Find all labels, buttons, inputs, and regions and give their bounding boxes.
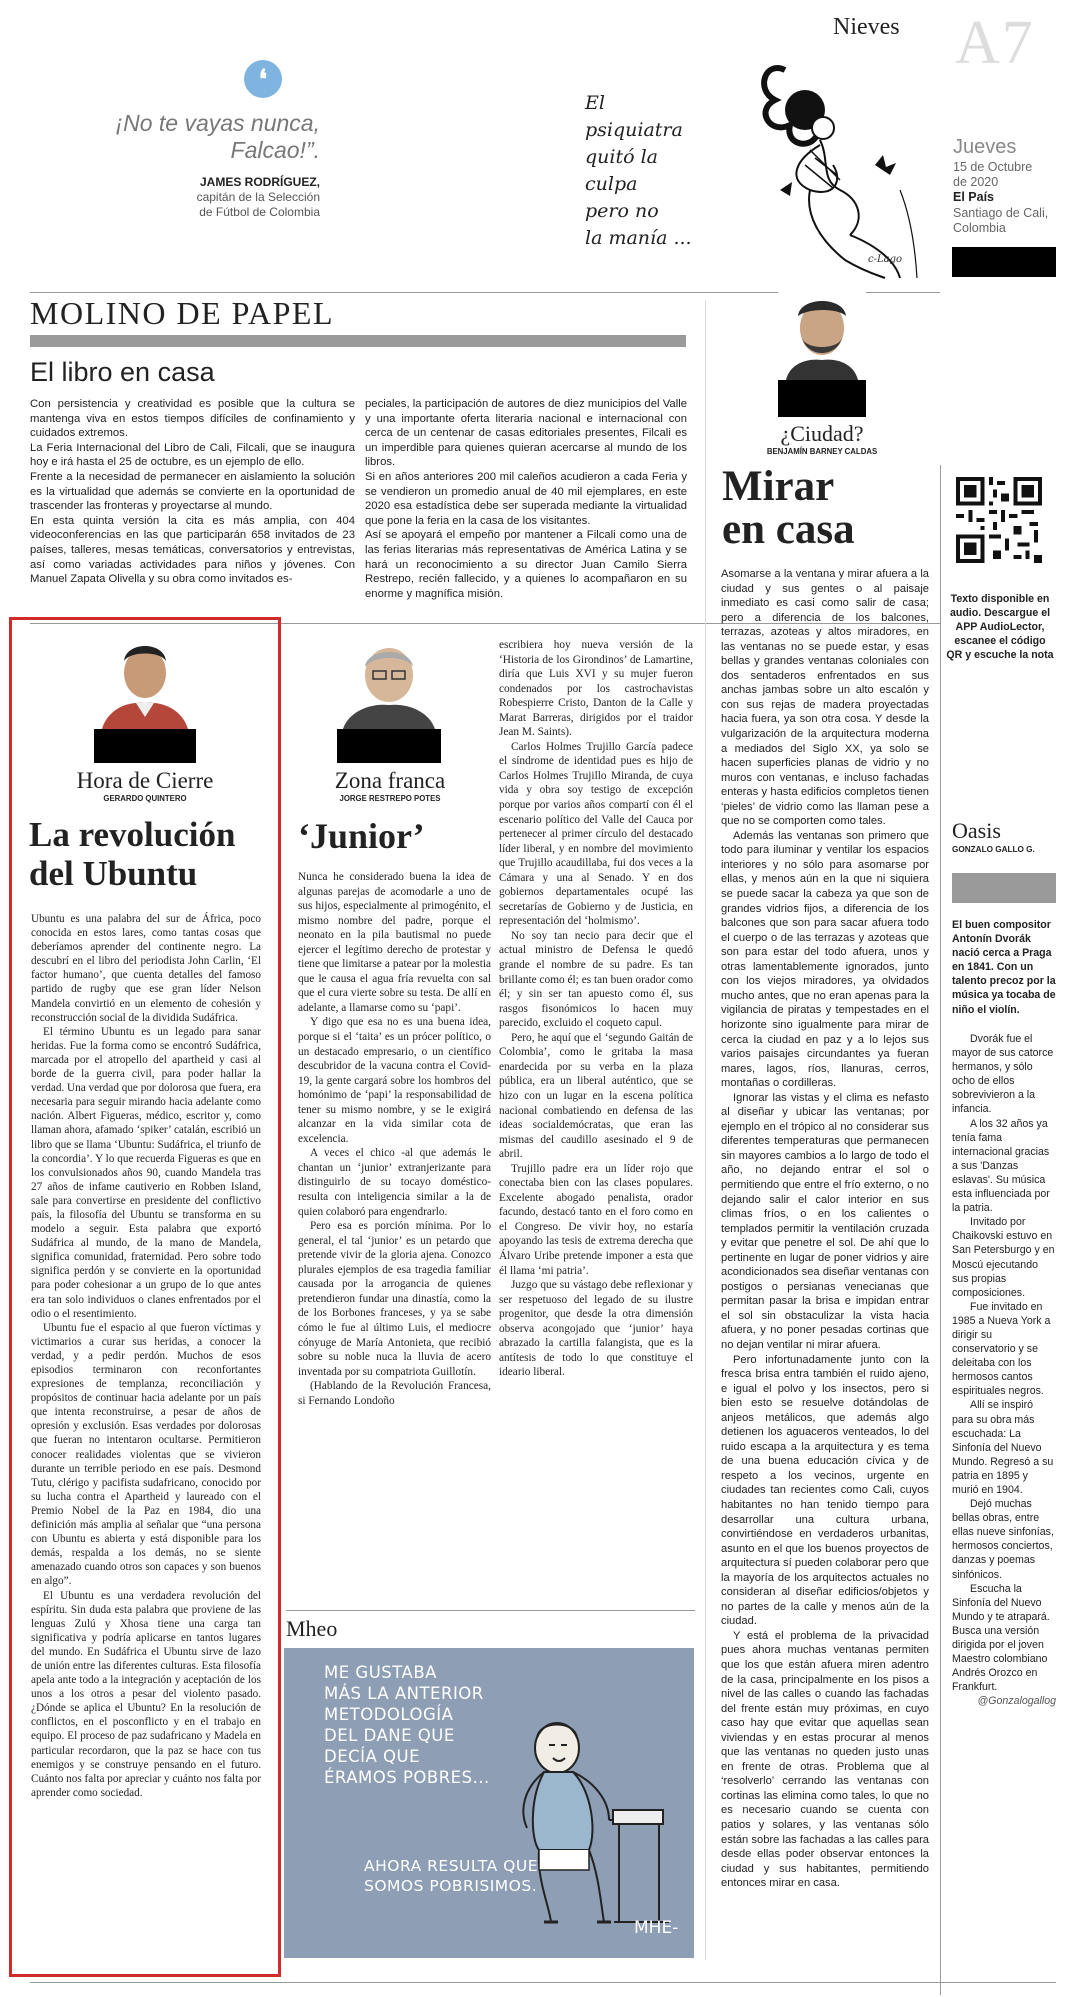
- oasis-bar: [952, 873, 1056, 903]
- molino-paragraph: Frente a la necesidad de permanecer en aislamiento la solución es la virtualidad que además se convierte en la oportunidad de trascender las fronteras y proyectarse al mundo.: [30, 470, 355, 513]
- hora-paragraph: El Ubuntu es una verdadera revolución del espíritu. Sin duda esta palabra que proviene de las lenguas Zulú y Xhosa tiene una carga tan significativa y podría aplicarse en tantos lugares del mundo. En Sudáfrica el Ubuntu sirve de lazo de unión entre las diferentes culturas. Esta filosofía apela ante todo a la integración y aceptación de los unos a los otros a pesar del violento pasado. ¿Dónde se aplica el Ubuntu? En la resolución de conflictos, en el posconflicto y en el trabajo en equipo. El proceso de paz sudafricano y Madela en particular recordaron, que la paz se hace con tus enemigos y se construye pensando en el futuro. Cuánto nos falta por apreciar y cuánto nos falta por aprender como sociedad.: [31, 1589, 261, 1799]
- hora-title-line2: del Ubuntu: [29, 854, 198, 893]
- columnist-black-bar: [778, 380, 866, 417]
- oasis-body: [952, 1032, 1056, 1709]
- molino-paragraph: Con persistencia y creatividad es posible que la cultura se mantenga viva en estos tiempos difíciles de confinamiento y cuidados extremos.: [30, 398, 355, 440]
- mheo-text-line: AHORA RESULTA QUE: [364, 1857, 539, 1875]
- mheo-bottom-text: [364, 1856, 538, 1896]
- zona-paragraph: escribiera hoy nueva versión de la ‘Historia de los Girondinos’ de Lamartine, diría que Luis XVI y su mujer fueron condenados por los castrochavistas Robespierre Cristo, Danton de la Calle y Marat Barreras, dirigidos por el traidor Jean M. Saints).: [499, 639, 693, 739]
- hora-paragraph: Ubuntu es una palabra del sur de África, poco conocida en estos lares, como tantas cosas que deberíamos aprender del continente negro. La descubrí en el libro del periodista John Carlin, ‘El factor humano’, que cuenta detalles del famoso partido de rugby que ese gran líder Nelson Mandela convirtió en un elemento de cohesión y reconstrucción social de la dividida Sudáfrica.: [31, 913, 261, 1024]
- ciudad-title-line1: Mirar: [722, 463, 835, 510]
- quote-author: JAMES RODRÍGUEZ,: [199, 175, 320, 189]
- columnist-black-bar: [94, 729, 196, 763]
- ciudad-column-name: ¿Ciudad?: [780, 421, 864, 446]
- column-divider: [705, 300, 706, 1960]
- column-divider: [940, 465, 941, 1995]
- mheo-text-line: MÁS LA ANTERIOR: [324, 1684, 484, 1703]
- mheo-figure-drawing: [509, 1710, 689, 1930]
- ciudad-paragraph: Y está el problema de la privacidad pues ahora muchas ventanas permiten que los que están afuera miren adentro de la casa, principalmente en los pisos a nivel de las calles o cuando las fachadas del frente están muy próximas, en cuyo caso hay que evitar que aquellas sean viviendas y en estas procurar al menos que las ventanas no queden justo unas en frente de otras. Problema que al ‘resolverlo’ cerrando las ventanas con cortinas las elimina como tales, lo que no es necesario cuando se cuenta con patios y solares, y las ventanas sólo están sobre las fachadas a las calles para desde ellas poder observar entonces la ciudad y sus habitantes, permitiendo entonces mirar en casa.: [721, 1629, 929, 1890]
- ciudad-paragraph: Asomarse a la ventana y mirar afuera a la ciudad y sus gentes o al paisaje inmediato es casi como salir de casa; pero a diferencia de los balcones, terrazas, azoteas y altos miradores, en las ventanas no se puede estar, y esas bellas y grandes ventanas coloniales con dos sentaderos enfrentados en sus anchas jambas sobre un alto escalón y con sus rejas de madera proyectadas hacia fuera, ya son otra cosa. Y desde la vulgarización de la arquitectura moderna a mediados del Siglo XX, ya solo se hacen superficies planas de vidrio y no muros con ventanas, e incluso fachadas enteras y hasta edificios completos tienen ‘pieles’ de vidrio como las llaman pese a que no se comporten como tales.: [721, 568, 929, 828]
- cartoon-line: psiquiatra: [585, 119, 683, 141]
- columnist-black-bar: [337, 729, 441, 763]
- oasis-paragraph: Dvorák fue el mayor de sus catorce hermanos, y sólo ocho de ellos sobrevivieron a la infancia.: [952, 1033, 1054, 1116]
- molino-paragraph: Así se apoyará el empeño por mantener a Filcali como una de las ferias literarias más representativas de América Latina y se hará un reconocimiento a su director Juan Camilo Sierra Restrepo, recién fallecido, y a quienes lo acompañaron en su enorme y magnífica misión.: [365, 529, 687, 600]
- quote-line2: Falcao!”.: [230, 137, 320, 163]
- oasis-paragraph: Allí se inspiró para su obra más escuchada: La Sinfonía del Nuevo Mundo. Regresó a su patria en 1895 y murió en 1904.: [952, 1399, 1054, 1496]
- columnist-photo-restrepo: [337, 629, 441, 729]
- oasis-author: GONZALO GALLO G.: [952, 845, 1035, 854]
- oasis-paragraph: Fue invitado en 1985 a Nueva York a dirigir su conservatorio y se deleitaba con los hermosos cantos espirituales negros.: [952, 1300, 1051, 1398]
- masthead-country: Colombia: [953, 221, 1006, 235]
- oasis-lead: El buen compositor Antonín Dvorák nació cerca a Praga en 1841. Con un talento precoz por la música ya tocaba de niño el violín.: [952, 919, 1056, 1016]
- oasis-paragraph: Escucha la Sinfonía del Nuevo Mundo y te atrapará. Busca una versión dirigida por el joven Maestro colombiano Andrés Orozco en Frankfurt.: [952, 1582, 1050, 1694]
- ciudad-body: [721, 567, 929, 1891]
- hora-paragraph: El término Ubuntu es un legado para sanar heridas. Fue la forma como se encontró Sudáfrica, marcada por el atropello del apartheid y casi al borde de la guerra civil, para poder hallar la verdad. Una verdad que por dolorosa que fuera, era necesaria para seguir mirando hacia adelante como nación. Albert Figueras, médico, escritor y, como llaman ahora, afamado ‘spiker’ catalán, escribió un libro que se llama ‘Ubuntu: Sudáfrica, el triunfo de la concordia’. Y lo que recuerda Figueras es que en los convulsionados años 90, cuando Mandela tras 27 años de infame cautiverio en Robben Island, sale para convertirse en presidente del conflictivo país, la filosofía del Ubuntu se transforma en su modelo a seguir. Esta palabra que exportó Sudáfrica al mundo, de la mano de Mandela, significa comunidad, fraternidad. Pero sobre todo significa perdón y se convierte en la oportunidad para poder cohesionar a un grupo de lo que antes era tan solo individuos o clanes enfrentados por el odio o el resentimiento.: [31, 1025, 261, 1320]
- molino-kicker: MOLINO DE PAPEL: [30, 295, 334, 331]
- masthead-date: 15 de Octubre: [953, 160, 1033, 174]
- molino-col2: [365, 397, 687, 601]
- mheo-text-line: METODOLOGÍA: [324, 1705, 454, 1724]
- mheo-top-text: [324, 1662, 490, 1788]
- hora-paragraph: Ubuntu fue el espacio al que fueron víctimas y victimarios a curar sus heridas, a conocer la verdad, y a pedir perdón. Muchos de esos episodios terminaron con reconfortantes expresiones de templanza, reconciliación y propósitos de continuar hacia adelante por un país que intenta reconstruirse, a pesar de años de opresión y exclusión. Esas verdades por dolorosas que fueran no intentaron ocultarse. Permitieron conocer realidades violentas que se vivieron durante un terrible periodo en ese país. Desmond Tutu, clérigo y pacifista sudafricano, conocido por su lucha contra el Apartheid y laureado con el Premio Nobel de la Paz en 1984, dio una definición más amplia al señalar que “una persona con Ubuntu es abierta y está disponible para los demás, respalda a los demás, no se siente amenazado cuando otros son capaces y son buenos en algo”.: [31, 1321, 261, 1588]
- zona-paragraph: Juzgo que su vástago debe reflexionar y ser respetuoso del legado de su ilustre progenitor, que desde la otra dimensión observa acongojado que ‘junior’ haya abrazado la cartilla falangista, que es la antítesis de todo lo que constituye el ideario liberal.: [499, 1279, 693, 1379]
- hora-title: [29, 815, 269, 893]
- oasis-handle: @Gonzalogallog: [977, 1695, 1056, 1708]
- cartoon-figure-drawing: [725, 40, 940, 280]
- mheo-cartoon: [284, 1648, 694, 1958]
- zona-paragraph: Pero, he aquí que el ‘segundo Gaitán de Colombia’, como le gritaba la masa enardecida por su verba en la plaza pública, era un liberal auténtico, que se hizo con un lugar en la escena política nacional combatiendo en defensa de las ideas socialdemócratas, que eran las mismas del caudillo asesinado el 9 de abril.: [499, 1031, 693, 1161]
- mheo-text-line: DEL DANE QUE: [324, 1726, 455, 1745]
- molino-paragraph: En esta quinta versión la cita es más amplia, con 404 videoconferencias en las que participarán 658 invitados de 23 países, talleres, mesas temáticas, conversatorios y entrevistas, así como variadas actividades para niños y jóvenes. Con Manuel Zapata Olivella y su obra como invitados es-: [30, 514, 355, 586]
- molino-bar: [30, 335, 686, 347]
- molino-col1: [30, 397, 355, 587]
- ciudad-author: BENJAMÍN BARNEY CALDAS: [766, 447, 878, 456]
- ciudad-paragraph: Además las ventanas son primero que todo para iluminar y ventilar los espacios interiores y no sólo para asomarse por ellas, y menos aún en la que ni siquiera se puede sacar la cabeza ya que son de grandes vidrios fijos, a diferencia de los balcones que son para sacar afuera todo el cuerpo o de las terrazas y azoteas que son para estar del todo afuera, unos y otras lamentablemente ignorados, junto con los viejos miradores, ya olvidados mucho antes, que no eran apenas para la vigilancia de piratas y tempestades en el horizonte sino igualmente para mirar de cerca la ciudad en paz y a lo lejos sus varios paisajes circundantes ya fueran mares, lagos, ríos, llanuras, cerros, montañas o cordilleras.: [721, 829, 929, 1090]
- zona-paragraph: Carlos Holmes Trujillo García padece el síndrome de identidad pues es hijo de Carlos Holmes Trujillo Miranda, de cuya vida y obra soy testigo de excepción porque por varios años compartí con él el escenario político del Valle del Cauca por pertenecer al primer círculo del destacado líder liberal, y en nombre del movimiento que Trujillo acaudillaba, fui dos veces a la Cámara y una al Senado. Y en dos gobiernos departamentales ocupé las secretarías de Gobierno y de Justicia, en representación del ‘holmismo’.: [499, 740, 693, 928]
- hora-column-name: Hora de Cierre: [76, 768, 214, 793]
- zona-col2: [499, 638, 693, 1380]
- columnist-photo-quintero: [94, 629, 196, 729]
- mheo-text-line: ÉRAMOS POBRES...: [324, 1768, 490, 1787]
- quote-role2: de Fútbol de Colombia: [199, 205, 320, 219]
- section-name: Nieves: [833, 14, 900, 40]
- zona-author: JORGE RESTREPO POTES: [339, 794, 441, 803]
- molino-title: El libro en casa: [30, 357, 215, 387]
- cartoon-line: la manía ...: [585, 227, 692, 249]
- quote-role1: capitán de la Selección: [196, 190, 320, 204]
- oasis-paragraph: A los 32 años ya tenía fama internacional gracias a sus 'Danzas eslavas'. Su música esta influenciada por la patria.: [952, 1117, 1050, 1215]
- molino-paragraph: peciales, la participación de autores de diez municipios del Valle y una importante oferta literaria nacional e internacional con cerca de un centenar de casas editoriales presentes, Filcali es un imperdible para quienes quieran acercarse al mundo de los libros.: [365, 398, 687, 469]
- oasis-paragraph: Invitado por Chaikovski estuvo en San Petersburgo y en Moscú ejecutando sus propias composiciones.: [952, 1216, 1055, 1299]
- quote-attribution: [70, 175, 320, 220]
- zona-paragraph: Pero esa es porción mínima. Por lo general, el tal ‘junior’ es un petardo que pretende vivir de la gloria ajena. Conozco plurales ejemplos de esa tragedia familiar causada por la arrogancia de quienes pretendieron fundar una dinastía, como la de los Borbones franceses, y ya se sabe cómo le fue al último Luis, el mediocre cónyuge de María Antonieta, que recibió sobre su noble nuca la lluvia de acero inventada por su compatriota Guillotín.: [298, 1220, 491, 1378]
- zona-paragraph: A veces el chico -al que además le chantan un ‘junior’ extranjerizante para distinguirlo de su tocayo doméstico- resulta con inteligencia similar a la de quien colaboró para engendrarlo.: [298, 1147, 491, 1218]
- audio-note: Texto disponible en audio. Descargue el APP AudioLector, escanee el código QR y escuche la nota: [946, 593, 1054, 661]
- mheo-text-line: SOMOS POBRISIMOS.: [364, 1877, 538, 1895]
- zona-title: ‘Junior’: [298, 816, 425, 856]
- hora-body: [31, 912, 261, 1800]
- ciudad-paragraph: Ignorar las vistas y el clima es nefasto al diseñar y ubicar las ventanas; por ejemplo en el trópico al no considerar sus diferentes temperaturas que permanecen sin mayores cambios a lo largo de todo el año, no dejando entrar el sol o permitiendo que entre el frío externo, o no dejando salir el calor interior en sus climas fríos, o en los calientes o templados permitir la ventilación cruzada y evitar que penetre el sol. De ahí que lo pertinente en lugar de poner vidrios y aire acondicionados sea diseñar ventanas con postigos o persianas venecianas que permitan pasar la brisa e impidan entrar el sol sin obstaculizar la vista hacia afuera, y no poner pesadas cortinas que no dejan ventilar ni mirar afuera.: [721, 1091, 929, 1351]
- quote-icon: ❛: [244, 60, 282, 98]
- oasis-column-name: Oasis: [952, 818, 1001, 843]
- top-cartoon: [575, 40, 940, 280]
- zona-paragraph: (Hablando de la Revolución Francesa, si Fernando Londoño: [298, 1380, 491, 1407]
- quote-line1: ¡No te vayas nunca,: [115, 110, 320, 136]
- mheo-signature: MHE-: [634, 1918, 679, 1938]
- hora-author: GERARDO QUINTERO: [103, 794, 187, 803]
- molino-paragraph: Si en años anteriores 200 mil caleños acudieron a cada Feria y se vendieron un promedio anual de 40 mil ejemplares, en este 2020 esa estadística debe ser superada mediante la virtualidad que pone la feria en la casa de los visitantes.: [365, 470, 687, 527]
- cartoon-signature: c-Lago: [868, 254, 903, 265]
- zona-column-name: Zona franca: [334, 768, 446, 793]
- hora-title-line1: La revolución: [29, 815, 236, 854]
- masthead-black-bar: [952, 247, 1056, 277]
- masthead-paper: El País: [953, 190, 994, 204]
- cartoon-line: culpa: [585, 173, 638, 195]
- zona-paragraph: Y digo que esa no es una buena idea, porque si el ‘taita’ es un prócer político, o un destacado empresario, o un científico descubridor de la vacuna contra el Covid-19, la gente cargará sobre los hombros del homónimo de ‘papi’ la responsabilidad de tener su mismo nombre, y se le exigirá alcanzar en la vida similar cota de excelencia.: [298, 1016, 491, 1145]
- zona-paragraph: Trujillo padre era un líder rojo que conectaba bien con las clases populares. Excelente abogado penalista, orador facundo, destacó tanto en el foro como en el Congreso. De vivir hoy, no estaría apoyando las tesis de extrema derecha que Álvaro Uribe pretende imponer a esta que él llama ‘mi patria’.: [499, 1162, 693, 1277]
- columnist-photo-barney: [778, 288, 866, 380]
- molino-paragraph: La Feria Internacional del Libro de Cali, Filcali, que se inaugura hoy e irá hasta el 25 de octubre, es un ejemplo de ello.: [30, 441, 355, 469]
- mheo-label: Mheo: [286, 1616, 338, 1641]
- zona-paragraph: Nunca he considerado buena la idea de algunas parejas de acomodarle a uno de sus hijos, especialmente al primogénito, el mismo nombre del padre, porque el neonato en la pila bautismal no puede ejercer el legítimo derecho de protestar y tiene que limitarse a patear por la molestia que le causa el agua fría revuelta con sal que el cura vierte sobre su testa. De allí en adelante, a llamarse como su ‘papi’.: [298, 871, 491, 1014]
- cartoon-line: quitó la: [585, 146, 658, 168]
- masthead-day: Jueves: [953, 136, 1017, 158]
- oasis-paragraph: Dejó muchas bellas obras, entre ellas nueve sinfonías, hermosos conciertos, danzas y poemas sinfónicos.: [952, 1498, 1054, 1581]
- zona-col1: [298, 870, 491, 1408]
- cartoon-caption: [585, 90, 692, 252]
- masthead-city: Santiago de Cali,: [953, 206, 1049, 220]
- ciudad-title: [722, 465, 855, 551]
- zona-paragraph: No soy tan necio para decir que el actual ministro de Defensa le quedó grande el nombre de su padre. Es tan brillante como él; es tan buen orador como él; y sin ser tan apuesto como él, sus rasgos fisonómicos lo hacen muy parecido, excluido el coqueto capul.: [499, 929, 693, 1030]
- ciudad-title-line2: en casa: [722, 506, 855, 553]
- mheo-text-line: ME GUSTABA: [324, 1663, 437, 1682]
- cartoon-line: pero no: [585, 200, 659, 222]
- page-number: A7: [955, 9, 1035, 77]
- cartoon-line: El: [585, 92, 605, 114]
- mheo-rule: [286, 1610, 695, 1611]
- ciudad-paragraph: Pero infortunadamente junto con la fresca brisa entra también el ruido ajeno, e igual el polvo y los insectos, pero si bien esto se resuelve dotándolas de anjeos metálicos, que además algo detienen los aguaceros venteados, lo del ruido escapa a la arquitectura y es tema de una buena educación cívica y de respeto a los vecinos, urgente en ciudades tan recientes como Cali, cuyos habitantes no han tenido tiempo para desarrollar una cultura urbana, convirtiéndose en verdaderos urbanitas, asunto en el que los buenos proyectos de arquitectura sí pueden colaborar pero que la mayoría de los arquitectos actuales no consideran al diseñar edificios/objetos y no partes de la calle y menos aún de la ciudad.: [721, 1353, 929, 1628]
- masthead-year: de 2020: [953, 175, 999, 189]
- qr-code[interactable]: [956, 477, 1042, 563]
- footer-rule: [30, 1982, 1056, 1983]
- quote-text: [70, 110, 320, 164]
- mheo-text-line: DECÍA QUE: [324, 1747, 421, 1766]
